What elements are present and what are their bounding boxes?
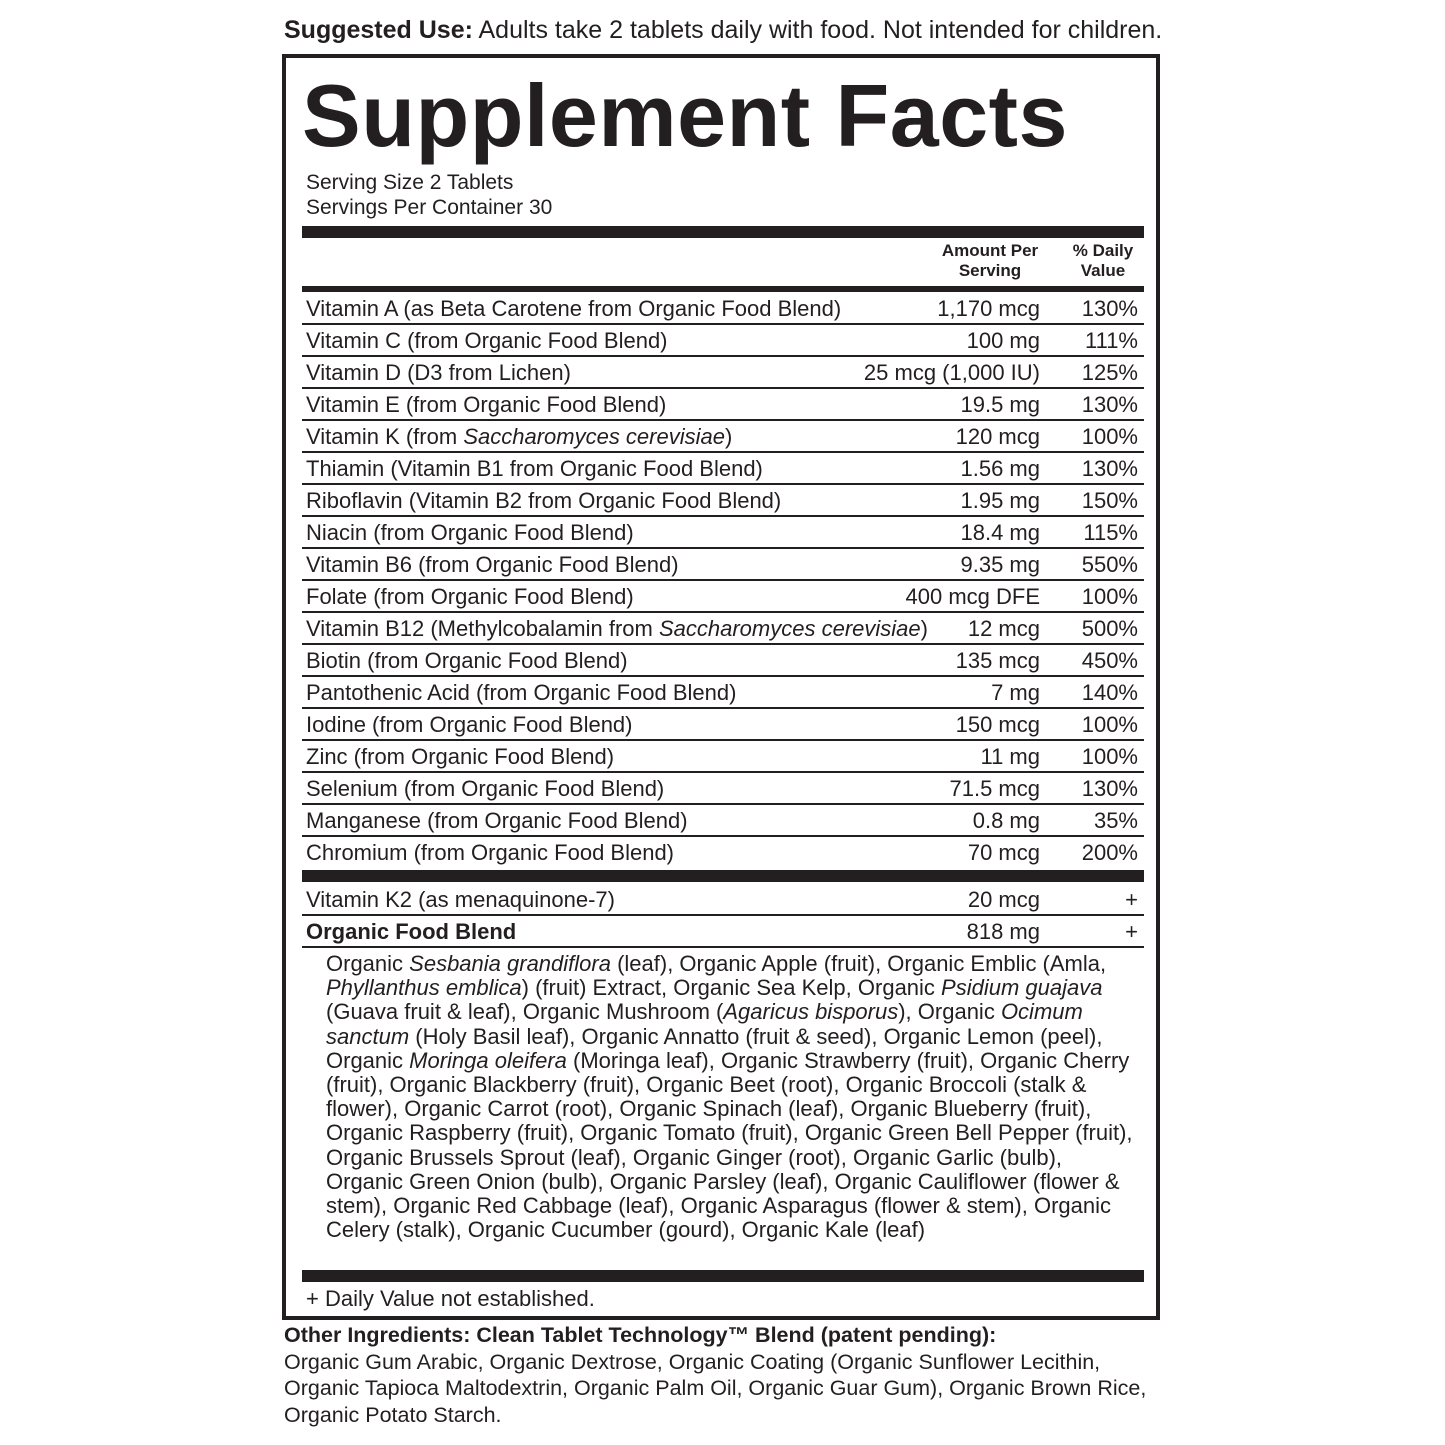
blend-text-part: Organic [326,951,410,976]
nutrient-amount: 71.5 mcg [949,776,1040,801]
nutrient-daily-value: 35% [1093,808,1138,833]
nutrient-row [302,645,1144,677]
nutrient-daily-value: 115% [1083,520,1138,545]
nutrient-daily-value: 130% [1081,776,1138,801]
nutrient-daily-value: 100% [1081,744,1138,769]
nutrient-name: Selenium (from Organic Food Blend) [306,776,665,801]
nutrient-row [302,773,1144,805]
bottom-thick-divider [302,1270,1144,1282]
nutrient-daily-value: 111% [1084,328,1138,353]
dv-header-line1: % Daily [1072,241,1134,260]
species-name: Psidium guajava [941,975,1103,1001]
dv-header-line2: Value [1080,261,1126,280]
species-name: Ocimum sanctum [326,999,1083,1049]
nutrient-amount: 120 mcg [955,424,1040,449]
other-ingredients-label: Other Ingredients: Clean Tablet Technology™ Blend (patent pending): [284,1323,997,1347]
other-ingredients [284,1322,1164,1428]
nutrient-name: Vitamin D (D3 from Lichen) [306,360,571,385]
nutrient-amount: 1,170 mcg [937,296,1040,321]
other-ingredients-text: Organic Gum Arabic, Organic Dextrose, Organic Coating (Organic Sunflower Lecithin, Organic Tapioca Maltodextrin, Organic Palm Oil, Organic Guar Gum), Organic Brown Rice, Organic Potato Starch. [284,1349,1147,1427]
nutrient-row [302,325,1144,357]
nutrient-row [302,421,1144,453]
servings-per-container: Servings Per Container 30 [306,196,553,219]
nutrient-daily-value: 130% [1081,392,1138,417]
nutrient-amount: 19.5 mg [960,392,1040,417]
nutrient-amount: 70 mcg [967,840,1040,865]
blend-text-part: ), Organic [898,999,1001,1025]
nutrient-amount: 25 mcg (1,000 IU) [863,360,1040,385]
species-name: Sesbania grandiflora [409,951,611,976]
food-blend-ingredients [326,952,1138,1242]
nutrient-daily-value: 450% [1081,648,1138,673]
nutrient-amount: 150 mcg [955,712,1040,737]
suggested-use [284,14,1184,46]
amount-header-line2: Serving [958,261,1022,280]
header-divider [302,286,1144,292]
nutrient-amount: 11 mg [980,744,1040,769]
nutrient-daily-value: 550% [1081,552,1138,577]
nutrient-name-italic: Saccharomyces cerevisiae [463,424,725,449]
top-thick-divider [302,226,1144,238]
nutrient-row [302,613,1144,645]
supplement-facts-panel [282,54,1160,1320]
nutrient-row [302,357,1144,389]
serving-info [306,170,552,220]
nutrient-row [302,389,1144,421]
nutrient-daily-value: 125% [1081,360,1138,385]
nutrient-name: Vitamin E (from Organic Food Blend) [306,392,667,417]
nutrient-name-italic: Saccharomyces cerevisiae [658,616,921,641]
nutrient-row [302,677,1144,709]
food-blend-row [302,916,1144,948]
blend-text-part: ) (fruit) Extract, Organic Sea Kelp, Organic [521,975,942,1001]
nutrient-name-part: Vitamin B12 (Methylcobalamin from [306,616,659,641]
nutrient-name [306,613,928,645]
nutrient-daily-value: 500% [1081,616,1138,641]
blend-text-part: (Holy Basil leaf), Organic Annatto (fruit & seed), Organic Lemon (peel), Organic [326,1023,1103,1073]
panel-title: Supplement Facts [302,66,1068,165]
suggested-use-text: Adults take 2 tablets daily with food. Not intended for children. [472,16,1163,44]
species-name: Agaricus bisporus [723,999,899,1025]
nutrient-daily-value: + [1125,887,1138,912]
nutrient-amount: 7 mg [991,680,1040,705]
nutrient-name: Organic Food Blend [306,919,517,944]
nutrient-daily-value: 100% [1081,584,1138,609]
nutrient-amount: 9.35 mg [960,552,1040,577]
nutrient-name: Iodine (from Organic Food Blend) [306,712,633,737]
nutrient-amount: 818 mg [966,919,1040,944]
nutrient-daily-value: 130% [1081,296,1138,321]
extra-row [302,884,1144,916]
blend-text-part: (Guava fruit & leaf), Organic Mushroom ( [326,999,724,1025]
nutrient-amount: 135 mcg [955,648,1040,673]
nutrient-name-part: ) [920,616,928,641]
nutrient-name: Folate (from Organic Food Blend) [306,584,634,609]
nutrient-daily-value: + [1125,919,1138,944]
nutrient-row [302,741,1144,773]
suggested-use-label: Suggested Use: [284,16,473,44]
nutrient-row [302,837,1144,869]
nutrient-row [302,517,1144,549]
species-name: Phyllanthus emblica [326,975,522,1001]
nutrient-name: Pantothenic Acid (from Organic Food Blend) [306,680,737,705]
nutrient-name: Manganese (from Organic Food Blend) [306,808,688,833]
nutrient-row [302,485,1144,517]
nutrient-name: Vitamin B6 (from Organic Food Blend) [306,552,679,577]
nutrient-name: Zinc (from Organic Food Blend) [306,744,615,769]
nutrient-row [302,293,1144,325]
nutrient-row [302,549,1144,581]
nutrient-name: Biotin (from Organic Food Blend) [306,648,628,673]
nutrient-row [302,581,1144,613]
nutrient-amount: 100 mg [966,328,1040,353]
nutrient-row [302,709,1144,741]
nutrient-amount: 1.56 mg [960,456,1040,481]
nutrient-amount: 0.8 mg [972,808,1040,833]
nutrient-name: Vitamin C (from Organic Food Blend) [306,328,668,353]
nutrient-row [302,805,1144,837]
nutrient-amount: 400 mcg DFE [905,584,1040,609]
daily-value-header [1062,241,1144,281]
serving-size: Serving Size 2 Tablets [306,171,514,194]
nutrient-daily-value: 100% [1081,424,1138,449]
nutrient-name [306,421,732,453]
footnote: + Daily Value not established. [306,1286,595,1311]
nutrient-name: Thiamin (Vitamin B1 from Organic Food Blend) [306,456,763,481]
nutrient-name: Riboflavin (Vitamin B2 from Organic Food Blend) [306,488,782,513]
nutrient-daily-value: 150% [1081,488,1138,513]
nutrient-daily-value: 130% [1081,456,1138,481]
nutrient-amount: 12 mcg [967,616,1040,641]
nutrient-amount: 1.95 mg [960,488,1040,513]
mid-thick-divider [302,870,1144,882]
nutrient-name-part: ) [724,424,733,449]
nutrient-daily-value: 200% [1081,840,1138,865]
nutrient-daily-value: 140% [1081,680,1138,705]
amount-header-line1: Amount Per [941,241,1039,260]
nutrient-name-part: Vitamin K (from [306,424,464,449]
nutrient-name: Vitamin K2 (as menaquinone-7) [306,887,615,912]
nutrient-name: Niacin (from Organic Food Blend) [306,520,634,545]
blend-text-part: (leaf), Organic Apple (fruit), Organic Emblic (Amla, [610,951,1107,976]
amount-header [930,241,1050,281]
nutrient-name: Chromium (from Organic Food Blend) [306,840,675,865]
nutrient-daily-value: 100% [1081,712,1138,737]
nutrient-name: Vitamin A (as Beta Carotene from Organic Food Blend) [306,296,842,321]
nutrient-row [302,453,1144,485]
nutrient-amount: 20 mcg [967,887,1040,912]
nutrient-amount: 18.4 mg [960,520,1040,545]
species-name: Moringa oleifera [409,1047,567,1073]
blend-text-part: (Moringa leaf), Organic Strawberry (fruit), Organic Cherry (fruit), Organic Blackberry (fruit), Organic Beet (root), Organic Broccoli (stalk & flower), Organic Carrot (root), Organic Spinach (leaf), Organic Blueberry (fruit), Organic Raspberry (fruit), Organic Tomato (fruit), Organic Green Bell Pepper (fruit), Organic Brussels Sprout (leaf), Organic Ginger (root), Organic Garlic (bulb), Organic Green Onion (bulb), Organic Parsley (leaf), Organic Cauliflower (flower & stem), Organic Red Cabbage (leaf), Organic Asparagus (flower & stem), Organic Celery (stalk), Organic Cucumber (gourd), Organic Kale (leaf) [326,1047,1133,1243]
